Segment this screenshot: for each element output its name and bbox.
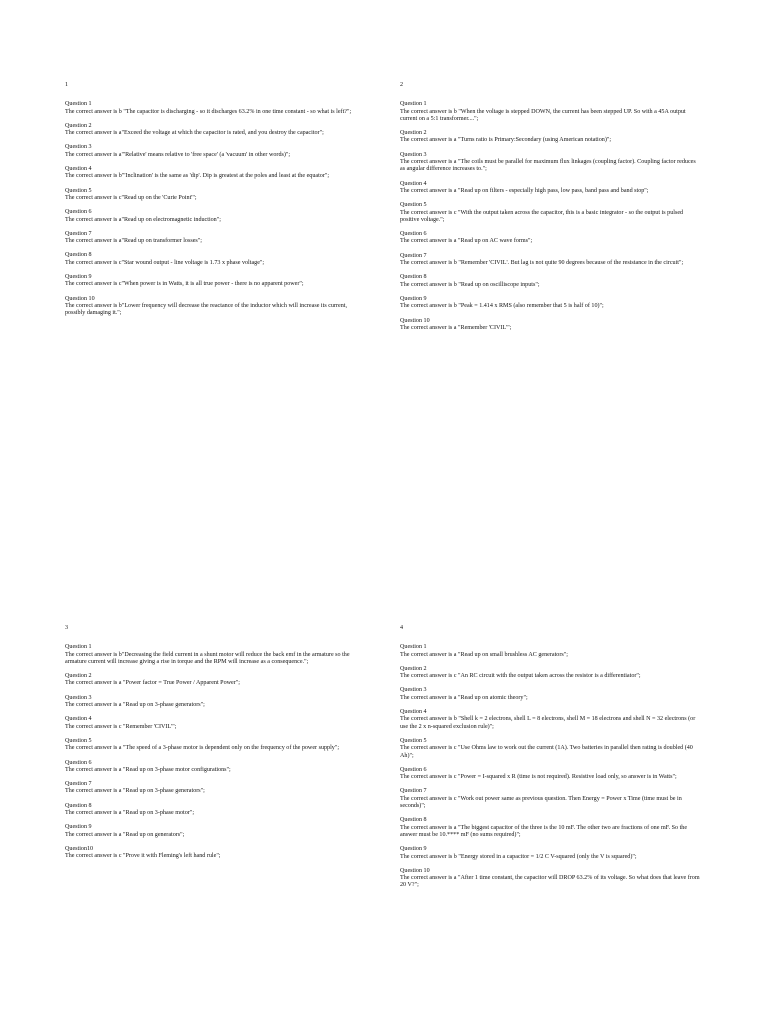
answer-page-4 — [400, 625, 700, 897]
question-block — [400, 767, 700, 782]
question-answer: The correct answer is a"Read up on electromagnetic induction"; — [65, 216, 221, 223]
question-title: Question 3 — [65, 694, 92, 701]
question-answer: The correct answer is c "Remember 'CIVIL'"; — [65, 723, 177, 730]
question-block — [400, 817, 700, 839]
question-answer: The correct answer is b"Lower frequency will decrease the reactance of the inductor which will increase its current, possibly damaging it."; — [65, 302, 347, 317]
question-block — [65, 166, 365, 181]
answer-page-2 — [400, 82, 700, 339]
question-title: Question 1 — [65, 101, 92, 108]
question-title: Question 4 — [400, 180, 427, 187]
question-block — [400, 202, 700, 224]
question-block — [400, 101, 700, 123]
question-block — [65, 846, 365, 861]
question-block — [65, 274, 365, 289]
question-title: Question 2 — [65, 673, 92, 680]
question-answer: The correct answer is b "Peak = 1.414 x RMS (also remember that 5 is half of 10)"; — [400, 303, 604, 310]
question-block — [65, 781, 365, 796]
answer-page-1 — [65, 82, 365, 325]
question-block — [400, 687, 700, 702]
question-block — [400, 130, 700, 145]
question-block — [400, 868, 700, 890]
question-answer: The correct answer is b "Energy stored in a capacitor = 1/2 C V-squared (only the V is squared)"; — [400, 853, 637, 860]
question-block — [400, 253, 700, 268]
question-title: Question 6 — [400, 231, 427, 238]
question-answer: The correct answer is a"Exceed the voltage at which the capacitor is rated, and you destroy the capacitor"; — [65, 130, 324, 137]
question-title: Question 4 — [400, 709, 427, 716]
question-title: Question 9 — [65, 274, 92, 281]
question-block — [65, 695, 365, 710]
question-block — [65, 644, 365, 666]
question-title: Question 7 — [65, 781, 92, 788]
question-answer: The correct answer is a "Power factor = True Power / Apparent Power"; — [65, 680, 240, 687]
question-block — [400, 274, 700, 289]
question-block — [65, 101, 365, 116]
question-title: Question 1 — [65, 644, 92, 651]
question-title: Question 9 — [400, 295, 427, 302]
question-title: Question 8 — [400, 817, 427, 824]
question-block — [65, 673, 365, 688]
question-block — [400, 318, 700, 333]
question-title: Question 6 — [65, 209, 92, 216]
question-title: Question 1 — [400, 101, 427, 108]
question-answer: The correct answer is b "The capacitor is discharging - so it discharges 63.2% in one time constant - so what is left?"; — [65, 108, 352, 115]
question-title: Question 5 — [65, 737, 92, 744]
question-answer: The correct answer is c "With the output taken across the capacitor, this is a basic integrator - so the output is pulsed positive voltage."; — [400, 209, 684, 223]
question-title: Question 2 — [400, 130, 427, 137]
question-block — [400, 152, 700, 174]
question-title: Question 5 — [400, 737, 427, 744]
question-block — [65, 760, 365, 775]
question-answer: The correct answer is b"'Inclination' is the same as 'dip'. Dip is greatest at the poles and least at the equator"; — [65, 173, 330, 180]
question-title: Question 5 — [65, 187, 92, 194]
question-title: Question 10 — [400, 867, 430, 874]
question-block — [400, 788, 700, 810]
question-title: Question 7 — [400, 252, 427, 259]
question-title: Question 8 — [65, 802, 92, 809]
question-block — [65, 716, 365, 731]
question-block — [65, 188, 365, 203]
question-title: Question 1 — [400, 644, 427, 651]
question-answer: The correct answer is c "Power = I-squared x R (time is not required). Resistive load only, so answer is in Watts"; — [400, 774, 677, 781]
question-answer: The correct answer is b "Read up on oscilliscope inputs"; — [400, 281, 540, 288]
question-answer: The correct answer is a "Read up on 3-phase generators"; — [65, 702, 205, 709]
question-block — [400, 296, 700, 311]
question-answer: The correct answer is a "Remember 'CIVIL'"; — [400, 324, 512, 331]
question-answer: The correct answer is a "Read up on generators"; — [65, 831, 185, 838]
question-block — [65, 123, 365, 138]
question-title: Question10 — [65, 845, 94, 852]
question-title: Question 3 — [65, 144, 92, 151]
question-title: Question 7 — [65, 230, 92, 237]
question-answer: The correct answer is c"Read up on the 'Curie Point'"; — [65, 194, 197, 201]
question-title: Question 3 — [400, 687, 427, 694]
question-block — [400, 709, 700, 731]
question-answer: The correct answer is b "When the voltage is stepped DOWN, the current has been stepped UP. So with a 45A output current on a 5:1 transformer...."; — [400, 108, 686, 122]
question-block — [65, 296, 365, 318]
question-title: Question 8 — [400, 274, 427, 281]
question-block — [400, 666, 700, 681]
question-title: Question 6 — [65, 759, 92, 766]
page-number: 3 — [65, 625, 69, 631]
question-answer: The correct answer is c "Work out power same as previous question. Then Energy = Power x Time (time must be in seconds)"; — [400, 795, 682, 810]
question-answer: The correct answer is c"Star wound output - line voltage is 1.73 x phase voltage"; — [65, 259, 265, 266]
question-answer: The correct answer is a "Read up on small brushless AC generators"; — [400, 651, 568, 658]
question-title: Question 7 — [400, 788, 427, 795]
question-block — [65, 738, 365, 753]
page-number: 4 — [400, 625, 404, 631]
question-block — [65, 803, 365, 818]
question-answer: The correct answer is c "Use Ohms law to work out the current (1A). Two batteries in parallel then rating is doubled (40 Ah)"; — [400, 745, 693, 759]
question-title: Question 2 — [65, 122, 92, 129]
question-answer: The correct answer is a "Read up on 3-phase motor"; — [65, 810, 195, 817]
question-answer: The correct answer is a "Read up on 3-phase motor configurations"; — [65, 766, 231, 773]
question-title: Question 2 — [400, 665, 427, 672]
question-answer: The correct answer is a "After 1 time constant, the capacitor will DROP 63.2% of its voltage. So what does that leave from 20 V?"; — [400, 875, 700, 889]
question-answer: The correct answer is c "An RC circuit with the output taken across the resistor is a differentiator"; — [400, 673, 641, 680]
question-answer: The correct answer is c"When power is in Watts, it is all true power - there is no apparent power"; — [65, 281, 304, 288]
question-title: Question 10 — [400, 317, 430, 324]
answer-page-3 — [65, 625, 365, 868]
question-answer: The correct answer is a "The coils must be parallel for maximum flux linkages (coupling factor). Coupling factor reduces as angular difference increases to."; — [400, 159, 696, 173]
question-title: Question 9 — [65, 824, 92, 831]
question-answer: The correct answer is a "Turns ratio is Primary:Secondary (using American notation)"; — [400, 137, 612, 144]
question-block — [400, 231, 700, 246]
question-answer: The correct answer is b"Decreasing the field current in a shunt motor will reduce the back emf in the armature so the armature current will increase giving a rise in torque and the RPM will increase as a consequence."; — [65, 651, 350, 665]
question-answer: The correct answer is a "Read up on atomic theory"; — [400, 694, 528, 701]
question-title: Question 6 — [400, 766, 427, 773]
question-answer: The correct answer is a "The biggest capacitor of the three is the 10 mF. The other two are fractions of one mF. So the answer must be 10.**** mF (no sums required)"; — [400, 824, 688, 838]
question-title: Question 4 — [65, 716, 92, 723]
question-answer: The correct answer is a"'Relative' means relative to 'free space' (a 'vacuum' in other words)"; — [65, 151, 291, 158]
question-title: Question 9 — [400, 846, 427, 853]
question-answer: The correct answer is a "Read up on filters - especially high pass, low pass, band pass and band stop"; — [400, 187, 649, 194]
question-answer: The correct answer is c "Prove it with Fleming's left hand rule"; — [65, 853, 221, 860]
question-block — [65, 144, 365, 159]
question-block — [65, 231, 365, 246]
page-number: 1 — [65, 82, 69, 88]
question-answer: The correct answer is a "The speed of a 3-phase motor is dependent only on the frequency of the power supply"; — [65, 745, 340, 752]
page-number: 2 — [400, 82, 404, 88]
question-block — [65, 252, 365, 267]
question-answer: The correct answer is a"Read up on transformer losses"; — [65, 238, 202, 245]
question-block — [400, 644, 700, 659]
question-title: Question 8 — [65, 252, 92, 259]
question-block — [400, 846, 700, 861]
question-block — [65, 209, 365, 224]
question-block — [65, 824, 365, 839]
question-title: Question 5 — [400, 202, 427, 209]
question-title: Question 10 — [65, 295, 95, 302]
question-answer: The correct answer is b "Shell k = 2 electrons, shell L = 8 electrons, shell M = 18 electrons and shell N = 32 electrons (or use the 2 x n-squared exclusion rule)"; — [400, 716, 696, 730]
question-answer: The correct answer is b "Remember 'CIVIL'. But lag is not quite 90 degrees because of the resistance in the circuit"; — [400, 260, 684, 267]
question-answer: The correct answer is a "Read up on AC wave forms"; — [400, 238, 533, 245]
question-block — [400, 181, 700, 196]
question-block — [400, 738, 700, 760]
question-title: Question 3 — [400, 151, 427, 158]
question-title: Question 4 — [65, 166, 92, 173]
question-answer: The correct answer is a "Read up on 3-phase generators"; — [65, 788, 205, 795]
